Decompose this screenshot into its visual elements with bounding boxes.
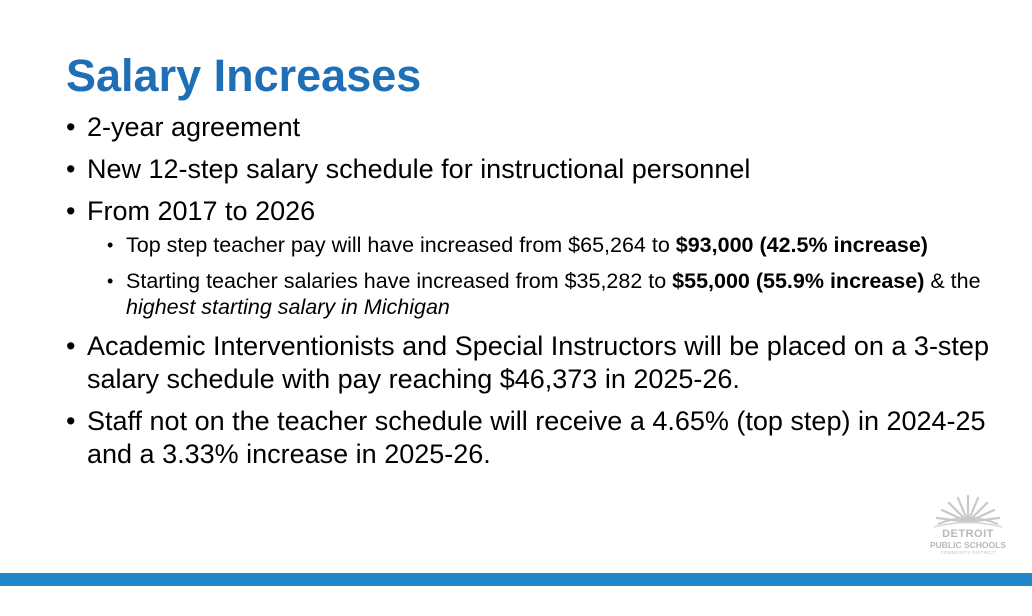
logo-line-public-schools: PUBLIC SCHOOLS <box>929 540 1007 550</box>
bullet-staff-increase-text: • Staff not on the teacher schedule will receive a 4.65% (top step) in 2024-25 and a 3.33% increase in 2025-26. <box>87 406 986 469</box>
logo-line-detroit: DETROIT <box>942 528 994 540</box>
slide-title: Salary Increases <box>66 50 422 101</box>
logo-line-community-district: COMMUNITY DISTRICT <box>940 550 996 555</box>
sub-bullet-list <box>87 232 1011 320</box>
bullet-2017-2026-text: • From 2017 to 2026 <box>87 196 316 226</box>
bullet-salary-schedule <box>66 153 1011 186</box>
starting-salary-connector: & the <box>924 269 981 293</box>
starting-salary-highlight: $55,000 (55.9% increase) <box>672 269 925 293</box>
footer-bar <box>0 573 1032 586</box>
bullet-2017-2026 <box>66 195 1011 320</box>
bullet-interventionists <box>66 330 1011 396</box>
bullet-staff-increase <box>66 405 1011 471</box>
starting-salary-text: Starting teacher salaries have increased from $35,282 to <box>126 269 673 293</box>
sub-bullet-top-step <box>87 232 1011 258</box>
sunburst-logo-icon <box>928 492 1008 528</box>
bullet-interventionists-text: • Academic Interventionists and Special Instructors will be placed on a 3-step salary schedule with pay reaching $46,373 in 2025-26. <box>87 331 989 394</box>
bullet-agreement <box>66 111 1011 144</box>
bullet-agreement-text: • 2-year agreement <box>87 112 301 142</box>
bullet-list <box>66 111 1011 480</box>
dps-logo <box>918 492 1018 562</box>
sub-bullet-starting-salary <box>87 268 1011 320</box>
starting-salary-michigan: highest starting salary in Michigan <box>126 295 450 319</box>
top-step-text: Top step teacher pay will have increased from $65,264 to <box>126 233 676 257</box>
bullet-salary-schedule-text: • New 12-step salary schedule for instructional personnel <box>87 154 751 184</box>
top-step-highlight: $93,000 (42.5% increase) <box>675 233 928 257</box>
